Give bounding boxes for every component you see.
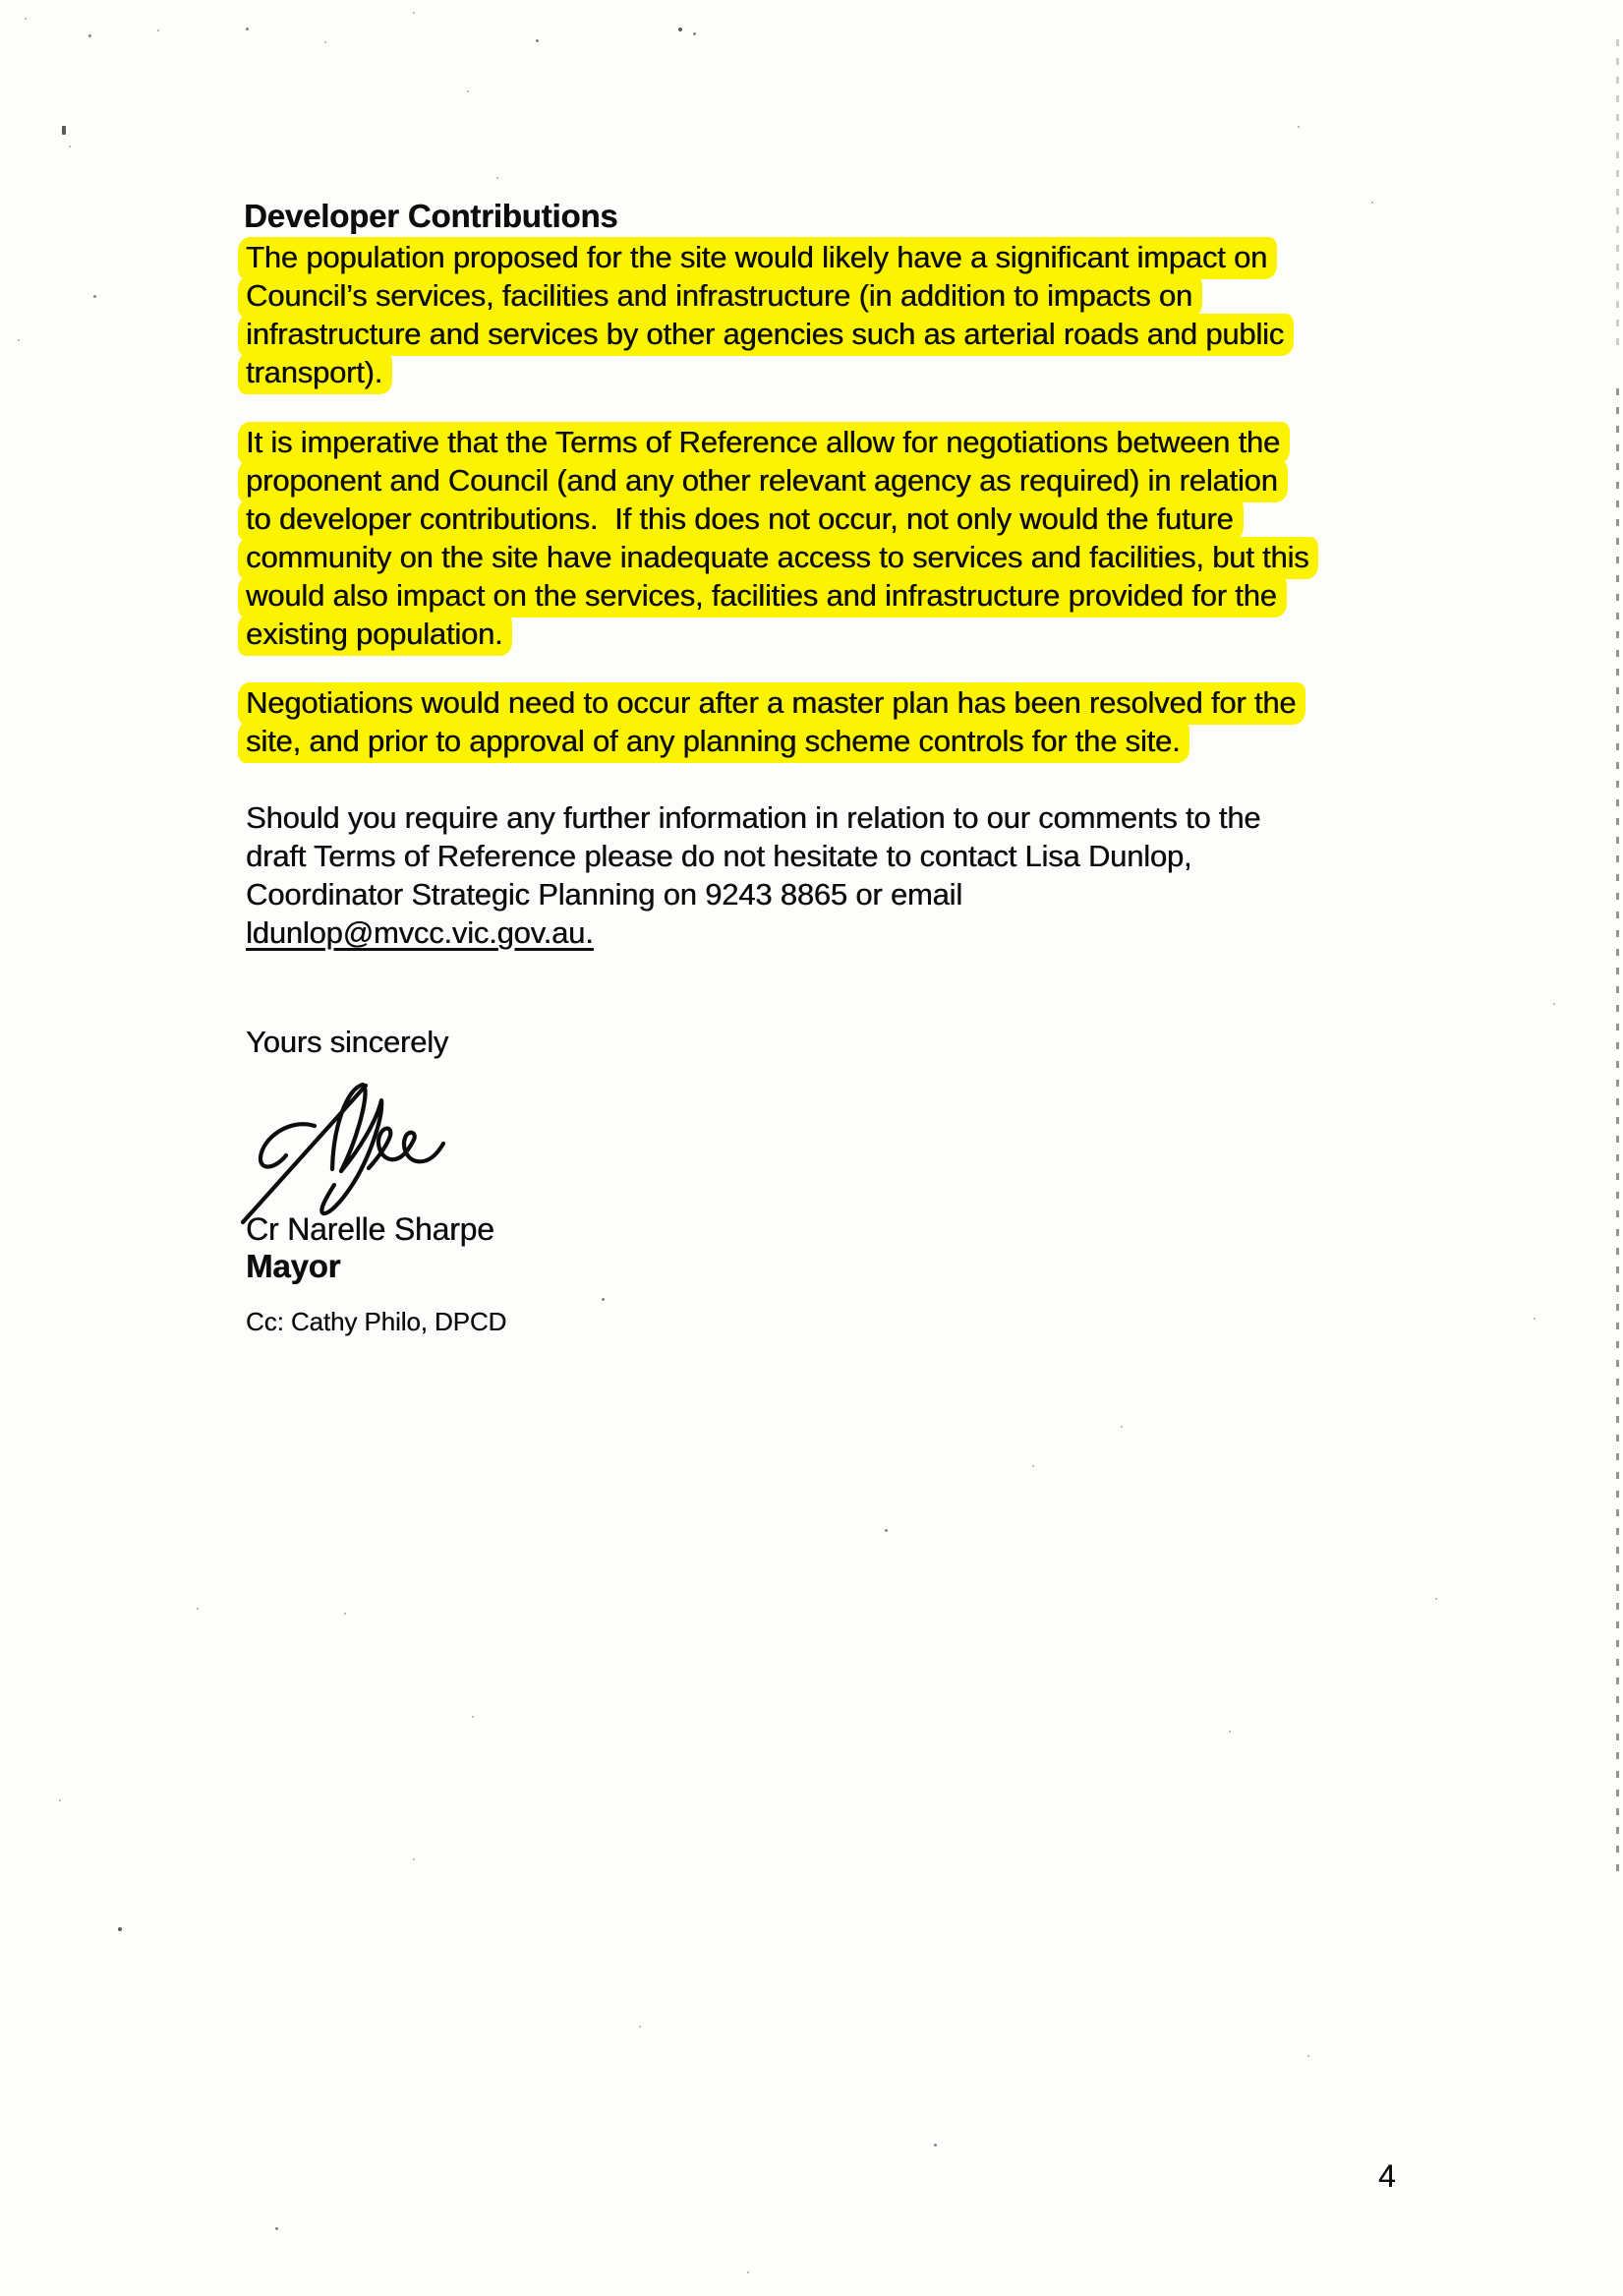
scan-noise [69, 146, 71, 147]
text-line: Should you require any further information in relation to our comments to the [246, 800, 1261, 835]
scan-noise [324, 41, 326, 43]
scan-noise [1032, 1465, 1034, 1467]
text-line [238, 500, 1318, 538]
scan-noise [25, 18, 27, 20]
scan-noise [157, 29, 159, 31]
handwritten-signature [221, 1067, 462, 1229]
highlighted-text: community on the site have inadequate access to services and facilities, but this [238, 537, 1318, 579]
signatory-title: Mayor [246, 1248, 341, 1284]
paragraph-contact-info [246, 798, 1260, 952]
scan-noise [1371, 202, 1373, 204]
scan-noise [275, 2227, 278, 2230]
highlighted-text: transport). [238, 352, 392, 394]
signatory-name: Cr Narelle Sharpe [246, 1211, 494, 1247]
scan-noise [413, 12, 415, 14]
scan-noise [467, 90, 469, 92]
highlighted-text: site, and prior to approval of any planning scheme controls for the site. [238, 721, 1189, 763]
highlighted-text: to developer contributions. If this does not occur, not only would the future [238, 499, 1244, 541]
scan-noise [472, 1716, 474, 1718]
cc-line: Cc: Cathy Philo, DPCD [246, 1307, 507, 1336]
scan-noise [496, 177, 498, 179]
paragraph-developer-contributions [238, 238, 1294, 391]
text-line [238, 576, 1318, 615]
text-line [238, 615, 1318, 653]
signature-stroke [332, 1085, 366, 1171]
highlighted-text: proponent and Council (and any other relevant agency as required) in relation [238, 460, 1288, 502]
scan-noise [885, 1529, 888, 1532]
text-line [238, 315, 1294, 353]
scan-noise [1229, 1731, 1231, 1733]
scan-noise [18, 339, 20, 341]
signature-stroke [369, 1129, 443, 1168]
section-heading: Developer Contributions [244, 198, 618, 234]
highlighted-text: Council’s services, facilities and infrastructure (in addition to impacts on [238, 275, 1202, 318]
scan-noise [747, 2271, 749, 2273]
scan-noise [639, 2026, 641, 2028]
scan-noise [1435, 1598, 1437, 1600]
scan-noise [934, 2144, 937, 2147]
scan-noise [1534, 1318, 1536, 1320]
scan-noise [344, 1613, 346, 1615]
highlighted-text: existing population. [238, 614, 512, 656]
scan-noise [693, 32, 696, 35]
page-number: 4 [1378, 2158, 1396, 2194]
text-line [238, 353, 1294, 391]
text-line: Coordinator Strategic Planning on 9243 8865 or email [246, 877, 962, 912]
scan-edge-artifact [1616, 388, 1619, 1873]
scan-noise [536, 39, 539, 42]
highlighted-text: would also impact on the services, facilities and infrastructure provided for the [238, 575, 1287, 618]
scan-noise [1121, 1426, 1123, 1428]
text-line [238, 538, 1318, 576]
paragraph-negotiations [238, 683, 1305, 760]
highlighted-text: It is imperative that the Terms of Reference allow for negotiations between the [238, 422, 1290, 464]
text-line: draft Terms of Reference please do not hesitate to contact Lisa Dunlop, [246, 839, 1192, 873]
signature-stroke [261, 1124, 315, 1166]
text-line [238, 461, 1318, 500]
scan-noise [88, 34, 91, 37]
paragraph-terms-of-reference [238, 423, 1318, 653]
scan-noise [602, 1298, 605, 1301]
text-line [238, 683, 1305, 722]
text-line [238, 423, 1318, 461]
scan-noise [246, 28, 249, 30]
email-address: ldunlop@mvcc.vic.gov.au. [246, 915, 594, 950]
highlighted-text: infrastructure and services by other agencies such as arterial roads and public [238, 314, 1294, 356]
scan-edge-artifact [1616, 39, 1619, 354]
scan-noise [1298, 126, 1300, 128]
scan-noise [118, 1927, 122, 1931]
scan-noise [93, 295, 96, 298]
closing-salutation: Yours sincerely [246, 1025, 449, 1059]
text-line [238, 722, 1305, 760]
scan-noise [1553, 1003, 1555, 1005]
scan-noise [197, 1608, 199, 1610]
scan-noise [59, 1799, 61, 1801]
scan-noise [678, 28, 682, 31]
signature-stroke [321, 1100, 381, 1213]
scan-noise [62, 126, 66, 135]
scan-noise [413, 1858, 415, 1860]
scan-noise [1307, 2055, 1309, 2057]
text-line [238, 238, 1294, 276]
text-line [246, 913, 1260, 952]
highlighted-text: The population proposed for the site would likely have a significant impact on [238, 237, 1277, 279]
highlighted-text: Negotiations would need to occur after a master plan has been resolved for the [238, 682, 1305, 725]
text-line [238, 276, 1294, 315]
